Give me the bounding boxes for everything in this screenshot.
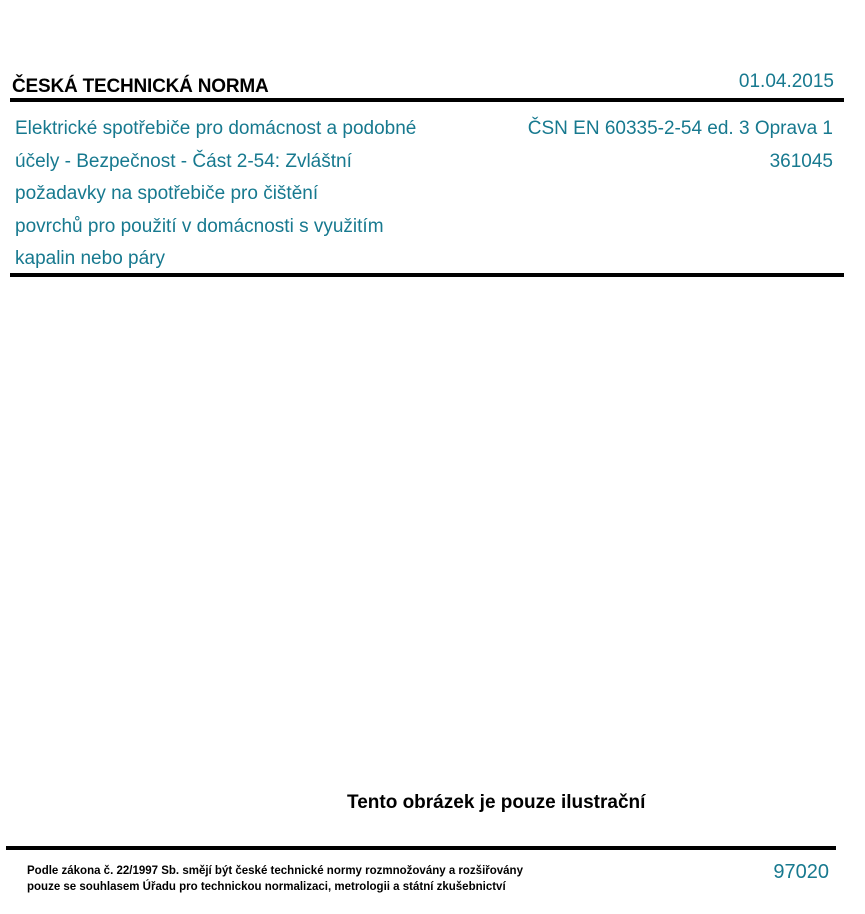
class-number: 361045 bbox=[769, 150, 833, 172]
title-divider bbox=[10, 273, 844, 277]
standard-title-line: kapalin nebo páry bbox=[15, 248, 165, 269]
illustration-note: Tento obrázek je pouze ilustrační bbox=[347, 792, 646, 813]
catalog-code: 97020 bbox=[773, 861, 829, 883]
standard-identification bbox=[473, 113, 833, 178]
publication-date: 01.04.2015 bbox=[738, 71, 834, 92]
legal-notice-line: Podle zákona č. 22/1997 Sb. smějí být české technické normy rozmnožovány a rozšiřovány bbox=[27, 865, 523, 877]
legal-notice bbox=[27, 863, 587, 895]
standard-title-line: účely - Bezpečnost - Část 2-54: Zvláštní bbox=[15, 150, 352, 172]
document-type: ČESKÁ TECHNICKÁ NORMA bbox=[12, 76, 269, 97]
standard-title-line: povrchů pro použití v domácnosti s využitím bbox=[15, 215, 384, 237]
legal-notice-line: pouze se souhlasem Úřadu pro technickou normalizaci, metrologii a státní zkušebnictví bbox=[27, 881, 506, 893]
standard-designation: ČSN EN 60335-2-54 ed. 3 Oprava 1 bbox=[527, 118, 833, 139]
standard-title bbox=[15, 113, 475, 276]
document-header bbox=[10, 68, 842, 102]
standard-title-line: požadavky na spotřebiče pro čištění bbox=[15, 183, 319, 204]
standard-title-line: Elektrické spotřebiče pro domácnost a podobné bbox=[15, 118, 417, 139]
header-divider bbox=[10, 98, 844, 102]
footer-divider bbox=[6, 846, 836, 850]
